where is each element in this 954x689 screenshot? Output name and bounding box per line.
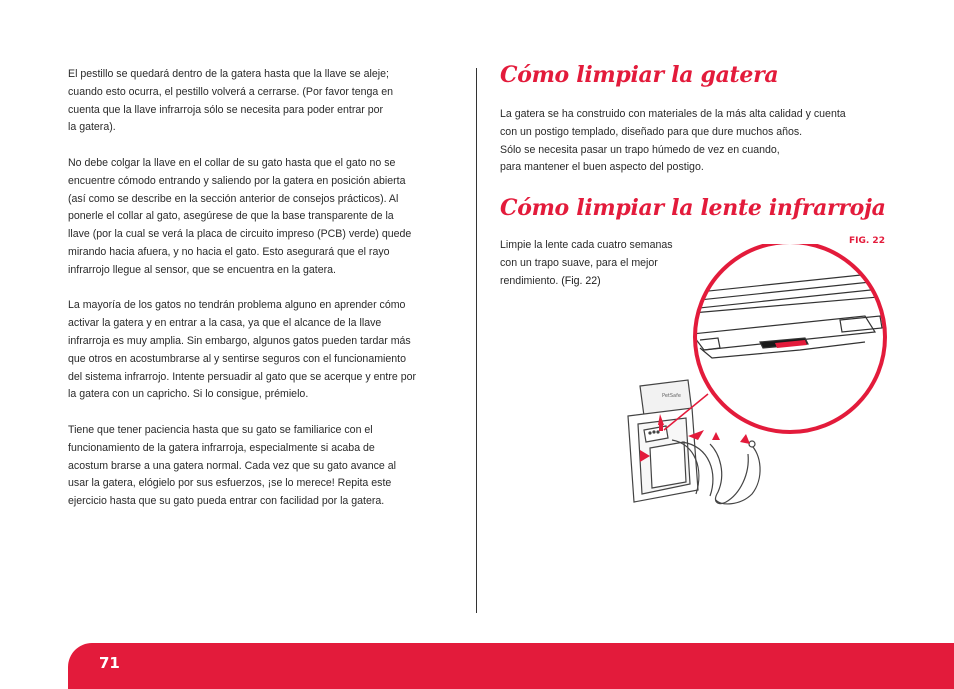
page-number: 71 (99, 654, 120, 672)
footer-bar (68, 643, 954, 689)
left-column (68, 66, 460, 529)
paragraph-learning: La mayoría de los gatos no tendrán problema alguno en aprender cómo activar la gatera y en entrar a la casa, ya que el alcance de la llave infrarroja es muy amplia. Sin embargo, algunos gatos pueden tardar más que otros en acostumbrarse al y sentirse seguros con el funcionamiento del sistema infrarrojo. Intente persuadir al gato que se acerque y entre por la gatera con un capricho. Si lo consigue, prémielo. (68, 299, 417, 401)
heading-clean-catflap: Cómo limpiar la gatera (500, 62, 779, 88)
clean-lens-body: Limpie la lente cada cuatro semanas con un trapo suave, para el mejor rendimiento. (500, 239, 673, 287)
figure-label: FIG. 22 (849, 236, 885, 246)
lens-cleaning-illustration (600, 244, 900, 529)
fig-reference: (Fig. 22) (561, 274, 601, 287)
zoom-detail (680, 244, 890, 432)
paragraph-collar: No debe colgar la llave en el collar de su gato hasta que el gato no se encuentre cómodo entrando y saliendo por la gatera en posición abierta (así como se describe en la sección anterior de consejos prácticos). Al ponerle el collar al gato, asegúrese de que la base transparente de la llave (por la cual se verá la placa de circuito impreso (PCB) verde) quede mirando hacia afuera, y no hacia el gato. Esto asegurará que el rayo infrarrojo llegue al sensor, que se encuentra en la gatera. (68, 156, 412, 276)
column-divider (476, 68, 477, 613)
paragraph-latch: El pestillo se quedará dentro de la gatera hasta que la llave se aleje; cuando esto ocurra, el pestillo volverá a cerrarse. (Por favor tenga en cuenta que la llave infrarroja sólo se necesita para poder entrar por la gatera). (68, 68, 394, 134)
clean-catflap-text: La gatera se ha construido con materiales de la más alta calidad y cuenta con un postigo templado, diseñado para que dure muchos años. Sólo se necesita pasar un trapo húmedo de vez en cuando, para mantener el buen aspecto del postigo. (500, 108, 846, 174)
paragraph-patience: Tiene que tener paciencia hasta que su gato se familiarice con el funcionamiento de la gatera infrarroja, especialmente si acaba de acostum brarse a una gatera normal. Cada vez que su gato avance al usar la gatera, elógielo por sus esfuerzos, ¡se lo merece! Repita este ejercicio hasta que su gato pueda entrar con facilidad por la gatera. (68, 423, 397, 508)
heading-clean-lens: Cómo limpiar la lente infrarroja (500, 195, 886, 221)
catflap-brand-mark: PetSafe (662, 393, 681, 399)
